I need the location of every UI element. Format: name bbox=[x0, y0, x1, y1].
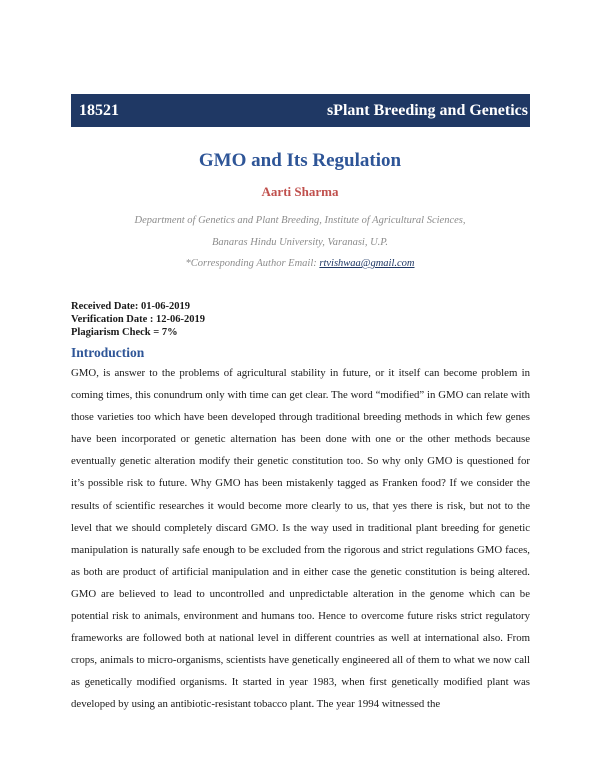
paper-title: GMO and Its Regulation bbox=[198, 150, 402, 171]
article-meta bbox=[71, 300, 205, 339]
affiliation-line-1: Department of Genetics and Plant Breeding, Institute of Agricultural Sciences, bbox=[134, 215, 466, 226]
received-date: Received Date: 01-06-2019 bbox=[71, 301, 190, 312]
article-number: 18521 bbox=[79, 101, 119, 119]
email-label: *Corresponding Author Email: bbox=[185, 258, 320, 269]
section-heading-introduction: Introduction bbox=[71, 345, 145, 360]
verification-date: Verification Date : 12-06-2019 bbox=[71, 314, 206, 325]
journal-section-title: sPlant Breeding and Genetics bbox=[326, 101, 528, 119]
affiliation-line-2: Banaras Hindu University, Varanasi, U.P. bbox=[212, 237, 388, 248]
corresponding-author-line bbox=[0, 258, 600, 269]
journal-header-bar bbox=[71, 94, 530, 127]
author-email-link[interactable]: rtvishwaa@gmail.com bbox=[319, 258, 415, 269]
author-name: Aarti Sharma bbox=[261, 184, 339, 199]
plagiarism-check: Plagiarism Check = 7% bbox=[71, 327, 178, 338]
introduction-paragraph: GMO, is answer to the problems of agricultural stability in future, or it itself can become problem in coming times, this conundrum only with time can get clear. The word “modified” in GMO can relate with those varieties too which have been developed through traditional breeding methods in which few genes have been incorporated or genetic alternation has been done with one or the other methods because eventually genetic alteration modify their genetic constitution too. So why only GMO is questioned for it’s possible risk to future. Why GMO has been mistakenly tagged as Franken food? If we consider the results of scientific researches it would become more clearly to us, that yes there is risk, but not to the level that we should completely discard GMO. Is the way used in traditional plant breeding for genetic manipulation is naturally safe enough to be excluded from the rigorous and strict regulations GMO faces, as both are product of artificial manipulation and in either case the genetic constitution is being altered. GMO are believed to lead to uncontrolled and unpredictable alteration in the genome which can be potential risk to animals, environment and humans too. Hence to overcome future risks strict regulatory frameworks are followed both at national level in different countries as well at international also. From crops, animals to micro-organisms, scientists have genetically engineered all of them to what we now call as genetically modified organisms. It started in year 1983, when first genetically modified plant was developed by using an antibiotic-resistant tobacco plant. The year 1994 witnessed the bbox=[71, 367, 530, 711]
